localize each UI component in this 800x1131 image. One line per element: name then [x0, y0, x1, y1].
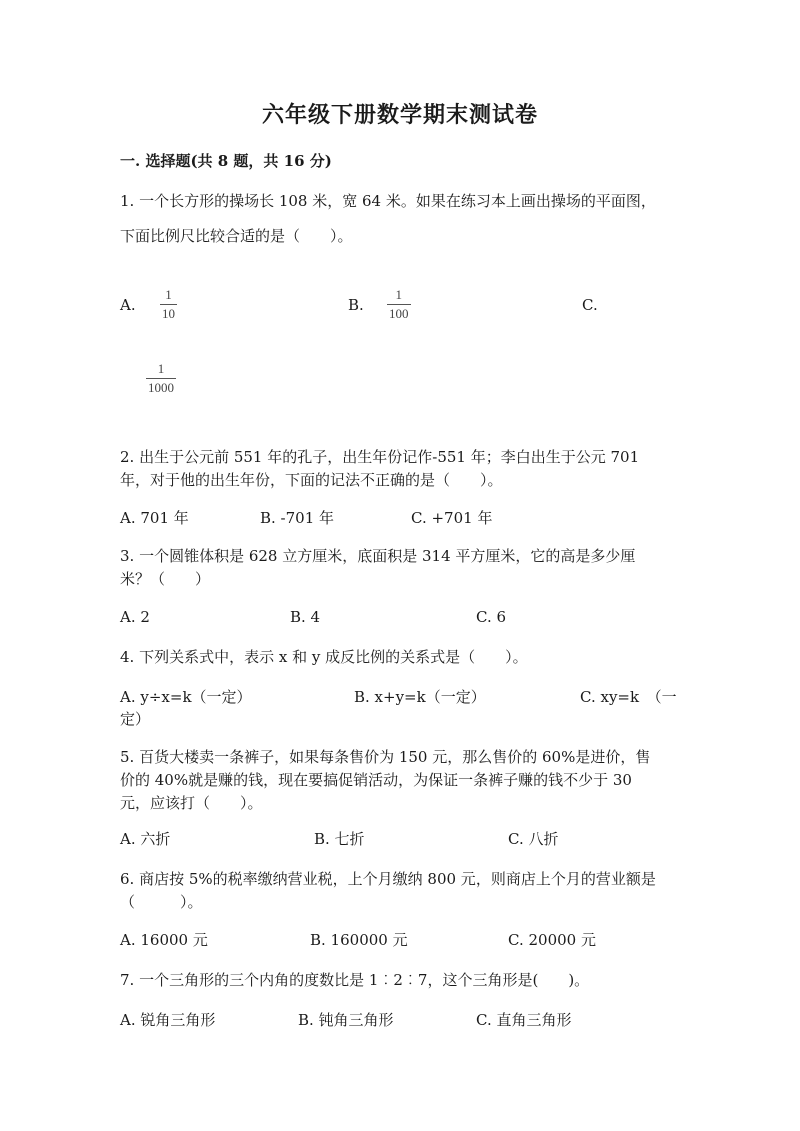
option-a[interactable]: A. 六折 [120, 830, 171, 848]
fraction-option-b [387, 288, 411, 321]
option-a[interactable]: A. 701 年 [120, 509, 189, 527]
option-b[interactable]: B. 七折 [314, 830, 365, 848]
question-1 [120, 184, 680, 254]
option-c[interactable]: C. 直角三角形 [476, 1011, 572, 1029]
fraction-denominator: 10 [162, 306, 175, 321]
fraction-option-a [160, 288, 177, 321]
option-c[interactable]: C. 6 [476, 608, 507, 626]
option-c-label[interactable]: C. [582, 296, 598, 314]
option-a[interactable]: A. 锐角三角形 [120, 1011, 216, 1029]
option-a[interactable]: A. y÷x=k（一定） [120, 688, 252, 706]
fraction-denominator: 100 [389, 306, 409, 321]
option-c-continued: 定） [120, 710, 151, 728]
question-text-line: 3. 一个圆锥体积是 628 立方厘米，底面积是 314 平方厘米，它的高是多少厘 [120, 547, 636, 565]
fraction-denominator: 1000 [148, 380, 174, 395]
option-b[interactable]: B. 160000 元 [310, 931, 408, 949]
question-7 [120, 969, 680, 992]
option-c[interactable]: C. 20000 元 [508, 931, 596, 949]
option-b[interactable]: B. 钝角三角形 [298, 1011, 394, 1029]
section-heading: 一. 选择题(共 8 题，共 16 分) [120, 152, 332, 170]
question-text-line: 4. 下列关系式中，表示 x 和 y 成反比例的关系式是（ ）。 [120, 648, 528, 666]
fraction-bar [160, 304, 177, 305]
question-3 [120, 545, 680, 591]
page-title: 六年级下册数学期末测试卷 [261, 102, 538, 128]
option-c[interactable]: C. 八折 [508, 830, 559, 848]
option-a[interactable]: A. 16000 元 [120, 931, 208, 949]
question-text-line: 2. 出生于公元前 551 年的孔子，出生年份记作-551 年；李白出生于公元 701 [120, 448, 640, 466]
option-b-label[interactable]: B. [348, 296, 364, 314]
question-6 [120, 868, 680, 914]
question-text-line: 6. 商店按 5%的税率缴纳营业税，上个月缴纳 800 元，则商店上个月的营业额是 [120, 870, 656, 888]
question-text-line: 5. 百货大楼卖一条裤子，如果每条售价为 150 元，那么售价的 60%是进价，售 [120, 748, 651, 766]
question-5 [120, 746, 680, 815]
option-c[interactable]: C. xy=k （一 [580, 688, 677, 706]
question-text-line: 米？（ ） [120, 570, 211, 588]
fraction-bar [387, 304, 411, 305]
option-a-label[interactable]: A. [120, 296, 136, 314]
question-text-line: （ ）。 [120, 893, 203, 911]
option-b[interactable]: B. -701 年 [260, 509, 335, 527]
question-text-line: 下面比例尺比较合适的是（ ）。 [120, 227, 353, 245]
question-text-line: 元，应该打（ ）。 [120, 794, 263, 812]
option-a[interactable]: A. 2 [120, 608, 150, 626]
fraction-numerator: 1 [165, 287, 172, 302]
question-text-line: 7. 一个三角形的三个内角的度数比是 1︰2︰7，这个三角形是( )。 [120, 971, 590, 989]
fraction-option-c [146, 362, 176, 395]
question-text-line: 价的 40%就是赚的钱，现在要搞促销活动，为保证一条裤子赚的钱不少于 30 [120, 771, 632, 789]
option-b[interactable]: B. 4 [290, 608, 321, 626]
fraction-bar [146, 378, 176, 379]
question-4 [120, 646, 680, 669]
fraction-numerator: 1 [395, 287, 402, 302]
question-text-line: 年，对于他的出生年份，下面的记法不正确的是（ ）。 [120, 471, 503, 489]
option-b[interactable]: B. x+y=k（一定） [354, 688, 486, 706]
question-text-line: 1. 一个长方形的操场长 108 米，宽 64 米。如果在练习本上画出操场的平面图， [120, 192, 656, 210]
fraction-numerator: 1 [157, 361, 165, 376]
option-c[interactable]: C. +701 年 [411, 509, 493, 527]
question-2 [120, 446, 680, 492]
